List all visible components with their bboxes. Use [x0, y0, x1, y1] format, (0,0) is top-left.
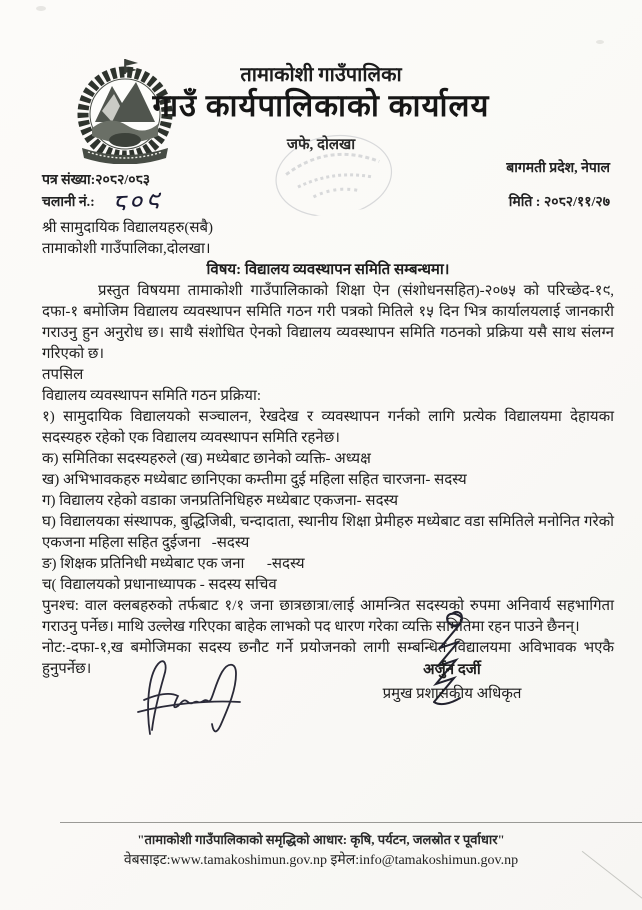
note-paragraph: नोट:-दफा-१,ख बमोजिमका सदस्य छनौट गर्ने प्रयोजनको लागी सम्बन्धित विद्यालयमा अविभावक भएकै हुनुपर्नेछ। — [42, 640, 618, 677]
intro-paragraph: प्रस्तुत विषयमा तामाकोशी गाउँपालिकाको शिक्षा ऐन (संशोधनसहित)-२०७५ को परिच्छेद-१९, दफा-१ बमोजिम विद्यालय व्यवस्थापन समिति गठन गरी पत्रको मितिले १५ दिन भित्र कार्यालयलाई जानकारी गराउनु हुन अनुरोध छ। साथै संशोधित ऐनको विद्यालय व्यवस्थापन समिति गठनको प्रक्रिया यसै साथ संलग्न गरिएको छ। — [42, 283, 614, 362]
office-title: गाउँ कार्यपालिकाको कार्यालय — [152, 88, 490, 123]
left-handwritten-signature-icon — [118, 638, 268, 748]
addressee-line-2: तामाकोशी गाउँपालिका,दोलखा। — [42, 241, 211, 257]
list-item-1: १) सामुदायिक विद्यालयको सञ्चालन, रेखदेख र व्यवस्थापन गर्नको लागि प्रत्येक विद्यालयमा देहायका सदस्यहरु रहेको एक विद्यालय व्यवस्थापन समिति रहनेछ। — [42, 409, 618, 446]
signatory-block — [342, 658, 562, 706]
letter-body — [42, 218, 618, 680]
list-item-nga: ङ) शिक्षक प्रतिनिधी मध्येबाट एक जना -सदस्य — [42, 556, 305, 572]
office-location: जफे, दोलखा — [286, 137, 356, 153]
signatory-name: अर्जुन दर्जी — [423, 662, 481, 678]
addressee-line-1: श्री सामुदायिक विद्यालयहरु(सबै) — [42, 220, 214, 236]
footer-contact: वेबसाइट:www.tamakoshimun.gov.np इमेल:info@tamakoshimun.gov.np — [123, 853, 519, 868]
list-item-cha: च( विद्यालयको प्रधानाध्यापक - सदस्य सचिव — [42, 577, 277, 593]
tapasil-label: तपसिल — [42, 367, 84, 383]
list-item-ga: ग) विद्यालय रहेको वडाका जनप्रतिनिधिहरु मध्येबाट एकजना- सदस्य — [42, 493, 399, 509]
footer-motto: "तामाकोशी गाउँपालिकाको समृद्धिको आधार: कृषि, पर्यटन, जलस्रोत र पूर्वाधार" — [137, 832, 505, 847]
signatory-title: प्रमुख प्रशासकीय अधिकृत — [382, 686, 522, 702]
list-item-kha: ख) अभिभावकहरु मध्येबाट छानिएका कम्तीमा दुई महिला सहित चारजना- सदस्य — [42, 472, 467, 488]
municipality-name: तामाकोशी गाउँपालिका — [240, 64, 402, 86]
footer-divider — [60, 822, 642, 823]
dispatch-number-handwritten: ८०९ — [111, 185, 163, 219]
scan-smudge — [596, 40, 604, 44]
dispatch-number-label: चलानी नं.: — [42, 195, 95, 210]
subject-line: विषय: विद्यालय व्यवस्थापन समिति सम्बन्धमा। — [206, 262, 450, 278]
list-item-ka: क) समितिका सदस्यहरुले (ख) मध्येबाट छानेको व्यक्ति- अध्यक्ष — [42, 451, 371, 467]
letter-date: मिति : २०८२/११/२७ — [508, 195, 610, 210]
list-item-gha: घ) विद्यालयका संस्थापक, बुद्धिजिबी, चन्दादाता, स्थानीय शिक्षा प्रेमीहरु मध्येबाट वडा समितिले मनोनित गरेको एकजना महिला सहित दुईजना -सदस्य — [42, 514, 618, 551]
postscript-paragraph: पुनश्च: वाल क्लबहरुको तर्फबाट १/१ जना छात्रछात्रा/लाई आमन्त्रित सदस्यको रुपमा अनिवार्य सहभागिता गराउनु पर्नेछ। माथि उल्लेख गरिएका बाहेक लाभको पद धारण गरेका व्यक्ति समितिमा रहन पाउने छैनन्। — [42, 598, 618, 635]
process-heading: विद्यालय व्यवस्थापन समिति गठन प्रक्रिया: — [42, 388, 262, 404]
letter-ref-number: पत्र संख्या:२०८२/०८३ — [42, 173, 151, 188]
scan-smudge — [36, 6, 46, 11]
province-line: बागमती प्रदेश, नेपाल — [506, 161, 610, 176]
